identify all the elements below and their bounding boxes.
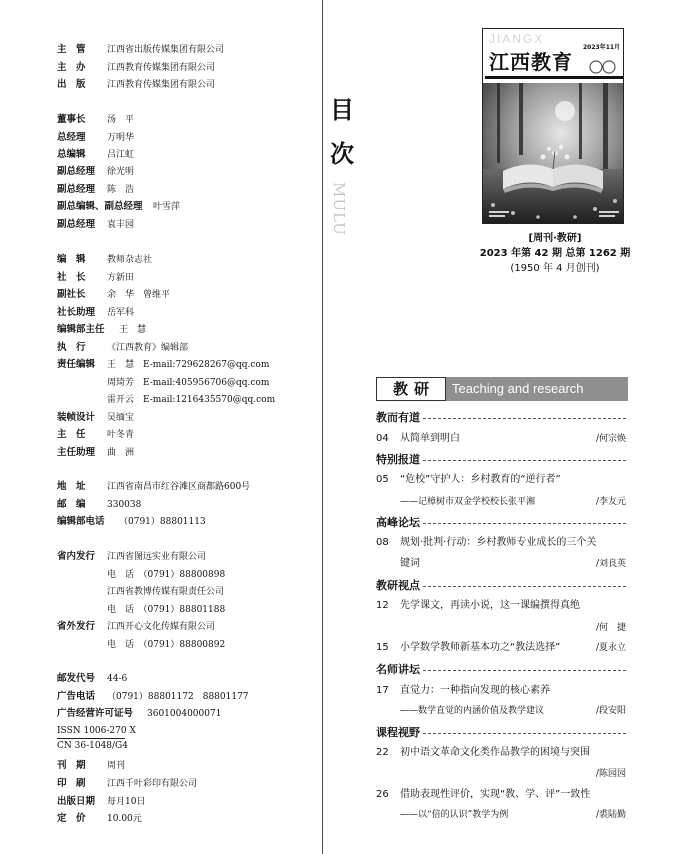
toc-author: /刘良英 <box>595 559 626 569</box>
toc-entry[interactable]: 08 规划·批判·行动：乡村教师专业成长的三个关 <box>376 537 597 548</box>
toc-entry[interactable]: 05 “危校”守护人：乡村教育的“逆行者” <box>376 474 561 485</box>
title-pinyin <box>328 180 358 240</box>
issn-rule <box>57 738 125 739</box>
category-header: 教而有道 <box>376 408 626 426</box>
masthead-column: 主 管 江西省出版传媒集团有限公司 主 办 江西教育传媒集团有限公司 出 版 江西教育传媒集团有限公司 董事长 汤 平 总经理 万明华 总编辑 吕江虹 副总经理 徐光明 副总经理 陈 浩 副总编辑、副总经理 叶雪萍 副总经理 袁丰园 编 辑 教师杂志社 社 长 方新田 副社长 余 华 曾维平 社长助理 岳军科 编辑部主任 王 慧 执 行 《江西教育》编辑部 责任编辑 王 慧 E-mail:729628267@qq.com 周琦芳 E-mail:405956706@qq.com 雷开云 E-mail:1216435570@qq.com 装帧设计 吴缅宝 主 任 叶冬青 主任助理 曲 洲 地 址 江西省南昌市红谷滩区商都路600号 邮 编 330038 编辑部电话 （0791）88801113 省内发行 江西省图远实业有限公司 电 话 （0791）88800898 江西省教博传媒有限责任公司 电 话 （0791）88801188 省外发行 江西开心文化传媒有限公司 电 话 （0791）88800892 邮发代号 44-6 广告电话 （0791）88801172 88801177 广告经营许可证号 3601004000071 ISSN 1006-270 X CN 36-1048/G4 刊 期 周刊 印 刷 江西千叶彩印有限公司 出版日期 每月10日 定 价 10.00元 <box>57 44 276 824</box>
toc-author: /李友元 <box>595 497 626 507</box>
cn-number: CN 36-1048/G4 <box>57 741 128 751</box>
section-header <box>376 377 628 401</box>
toc-entry-continuation: 键词 <box>400 558 420 569</box>
toc-author: /陈园园 <box>595 769 626 779</box>
toc-author: /何 捷 <box>595 623 626 633</box>
toc-subtitle: ——以“倍的认识”教学为例 <box>400 810 509 820</box>
toc-entry[interactable]: 15 小学数学教师新基本功之“教法选择” <box>376 642 561 653</box>
category-header: 课程视野 <box>376 723 626 741</box>
section-title-cn: 教研 <box>376 377 446 401</box>
section-title-en: Teaching and research <box>446 377 628 401</box>
toc-author: /段安阳 <box>595 706 626 716</box>
toc-author: /何宗焕 <box>595 434 626 444</box>
category-header: 名师讲坛 <box>376 660 626 678</box>
cover-issue-date: 2023年11月 <box>583 44 621 51</box>
toc-entry[interactable]: 12 先学课文，再读小说，这一课编撰得真绝 <box>376 600 580 611</box>
page-divider <box>322 0 323 854</box>
toc-entry[interactable]: 22 初中语文革命文化类作品教学的困境与突围 <box>376 747 590 758</box>
cover-thumbnail <box>482 28 624 224</box>
title-pinyin-text: MULU <box>330 182 348 236</box>
cover-info-issue: 2023 年第 42 期 总第 1262 期 <box>479 248 631 259</box>
category-header: 高峰论坛 <box>376 513 626 531</box>
title-char-mu: 目 <box>330 95 354 124</box>
issn-number: ISSN 1006-270 X <box>57 726 136 736</box>
category-header: 教研视点 <box>376 576 626 594</box>
cover-info-edition: [周刊·教研] <box>528 233 582 244</box>
toc-author: /夏永立 <box>595 643 626 653</box>
toc-entry[interactable]: 26 借助表现性评价，实现“教、学、评”一致性 <box>376 789 591 800</box>
cover-masthead: 江西教育 <box>489 50 573 74</box>
toc-entry[interactable]: 04 从简单到明白 <box>376 433 460 444</box>
toc-subtitle: ——记樟树市双金学校校长张平湘 <box>400 497 536 507</box>
cover-info-founded: (1950 年 4 月创刊) <box>510 263 600 274</box>
toc-author: /裘陆勤 <box>595 810 626 820</box>
svg-text:JIANGX: JIANGX <box>489 32 545 46</box>
category-header: 特别报道 <box>376 450 626 468</box>
title-char-ci: 次 <box>330 139 354 168</box>
toc-subtitle: ——数学直觉的内涵价值及教学建议 <box>400 706 545 716</box>
cover-image <box>483 29 624 224</box>
toc-entry[interactable]: 17 直觉力：一种指向发现的核心素养 <box>376 685 550 696</box>
